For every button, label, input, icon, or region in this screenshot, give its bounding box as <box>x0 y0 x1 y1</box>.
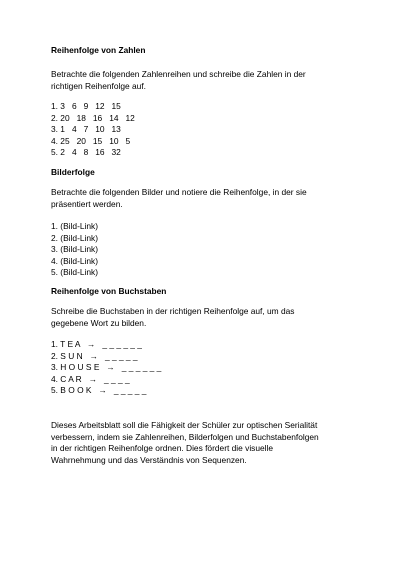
picture-link-2[interactable]: 2. (Bild-Link) <box>51 232 99 243</box>
number-row-5: 5. 2 4 8 16 32 <box>51 147 121 157</box>
intro-line: präsentiert werden. <box>51 198 123 209</box>
picture-link-1[interactable]: 1. (Bild-Link) <box>51 221 99 231</box>
section-heading-letters: Reihenfolge von Buchstaben <box>51 286 167 296</box>
summary-line: verbessern, indem sie Zahlenreihen, Bilderfolgen und Buchstabenfolgen <box>51 431 319 442</box>
intro-line: richtigen Reihenfolge auf. <box>51 80 146 91</box>
letter-row-4: 4. C A R → _ _ _ _ <box>51 373 130 384</box>
picture-link-4[interactable]: 4. (Bild-Link) <box>51 255 99 266</box>
letter-row-3: 3. H O U S E → _ _ _ _ _ _ <box>51 362 162 372</box>
section-heading-pictures: Bilderfolge <box>51 167 95 177</box>
intro-line: Betrachte die folgenden Zahlenreihen und schreibe die Zahlen in der <box>51 69 306 79</box>
letter-row-5: 5. B O O K → _ _ _ _ _ <box>51 385 147 395</box>
letter-row-1: 1. T E A → _ _ _ _ _ _ <box>51 339 142 349</box>
letter-row-2: 2. S U N → _ _ _ _ _ <box>51 350 138 361</box>
intro-line: Betrachte die folgenden Bilder und notiere die Reihenfolge, in der sie <box>51 187 307 197</box>
summary-paragraph <box>51 420 351 466</box>
intro-line: gegebene Wort zu bilden. <box>51 317 147 328</box>
section-heading-numbers: Reihenfolge von Zahlen <box>51 45 146 55</box>
summary-line: Dieses Arbeitsblatt soll die Fähigkeit der Schüler zur optischen Serialität <box>51 420 318 430</box>
summary-line: in der richtigen Reihenfolge ordnen. Dies fördert die visuelle <box>51 443 274 453</box>
intro-line: Schreibe die Buchstaben in der richtigen Reihenfolge auf, um das <box>51 306 295 316</box>
section-intro-pictures <box>51 187 351 210</box>
number-row-2: 2. 20 18 16 14 12 <box>51 112 135 123</box>
section-intro-letters <box>51 306 351 329</box>
picture-link-5[interactable]: 5. (Bild-Link) <box>51 267 99 277</box>
number-row-3: 3. 1 4 7 10 13 <box>51 124 121 134</box>
picture-link-3[interactable]: 3. (Bild-Link) <box>51 244 99 254</box>
summary-line: Wahrnehmung und das Verständnis von Sequenzen. <box>51 454 247 465</box>
number-row-1: 1. 3 6 9 12 15 <box>51 101 121 111</box>
number-row-4: 4. 25 20 15 10 5 <box>51 135 131 146</box>
section-intro-numbers <box>51 69 351 92</box>
